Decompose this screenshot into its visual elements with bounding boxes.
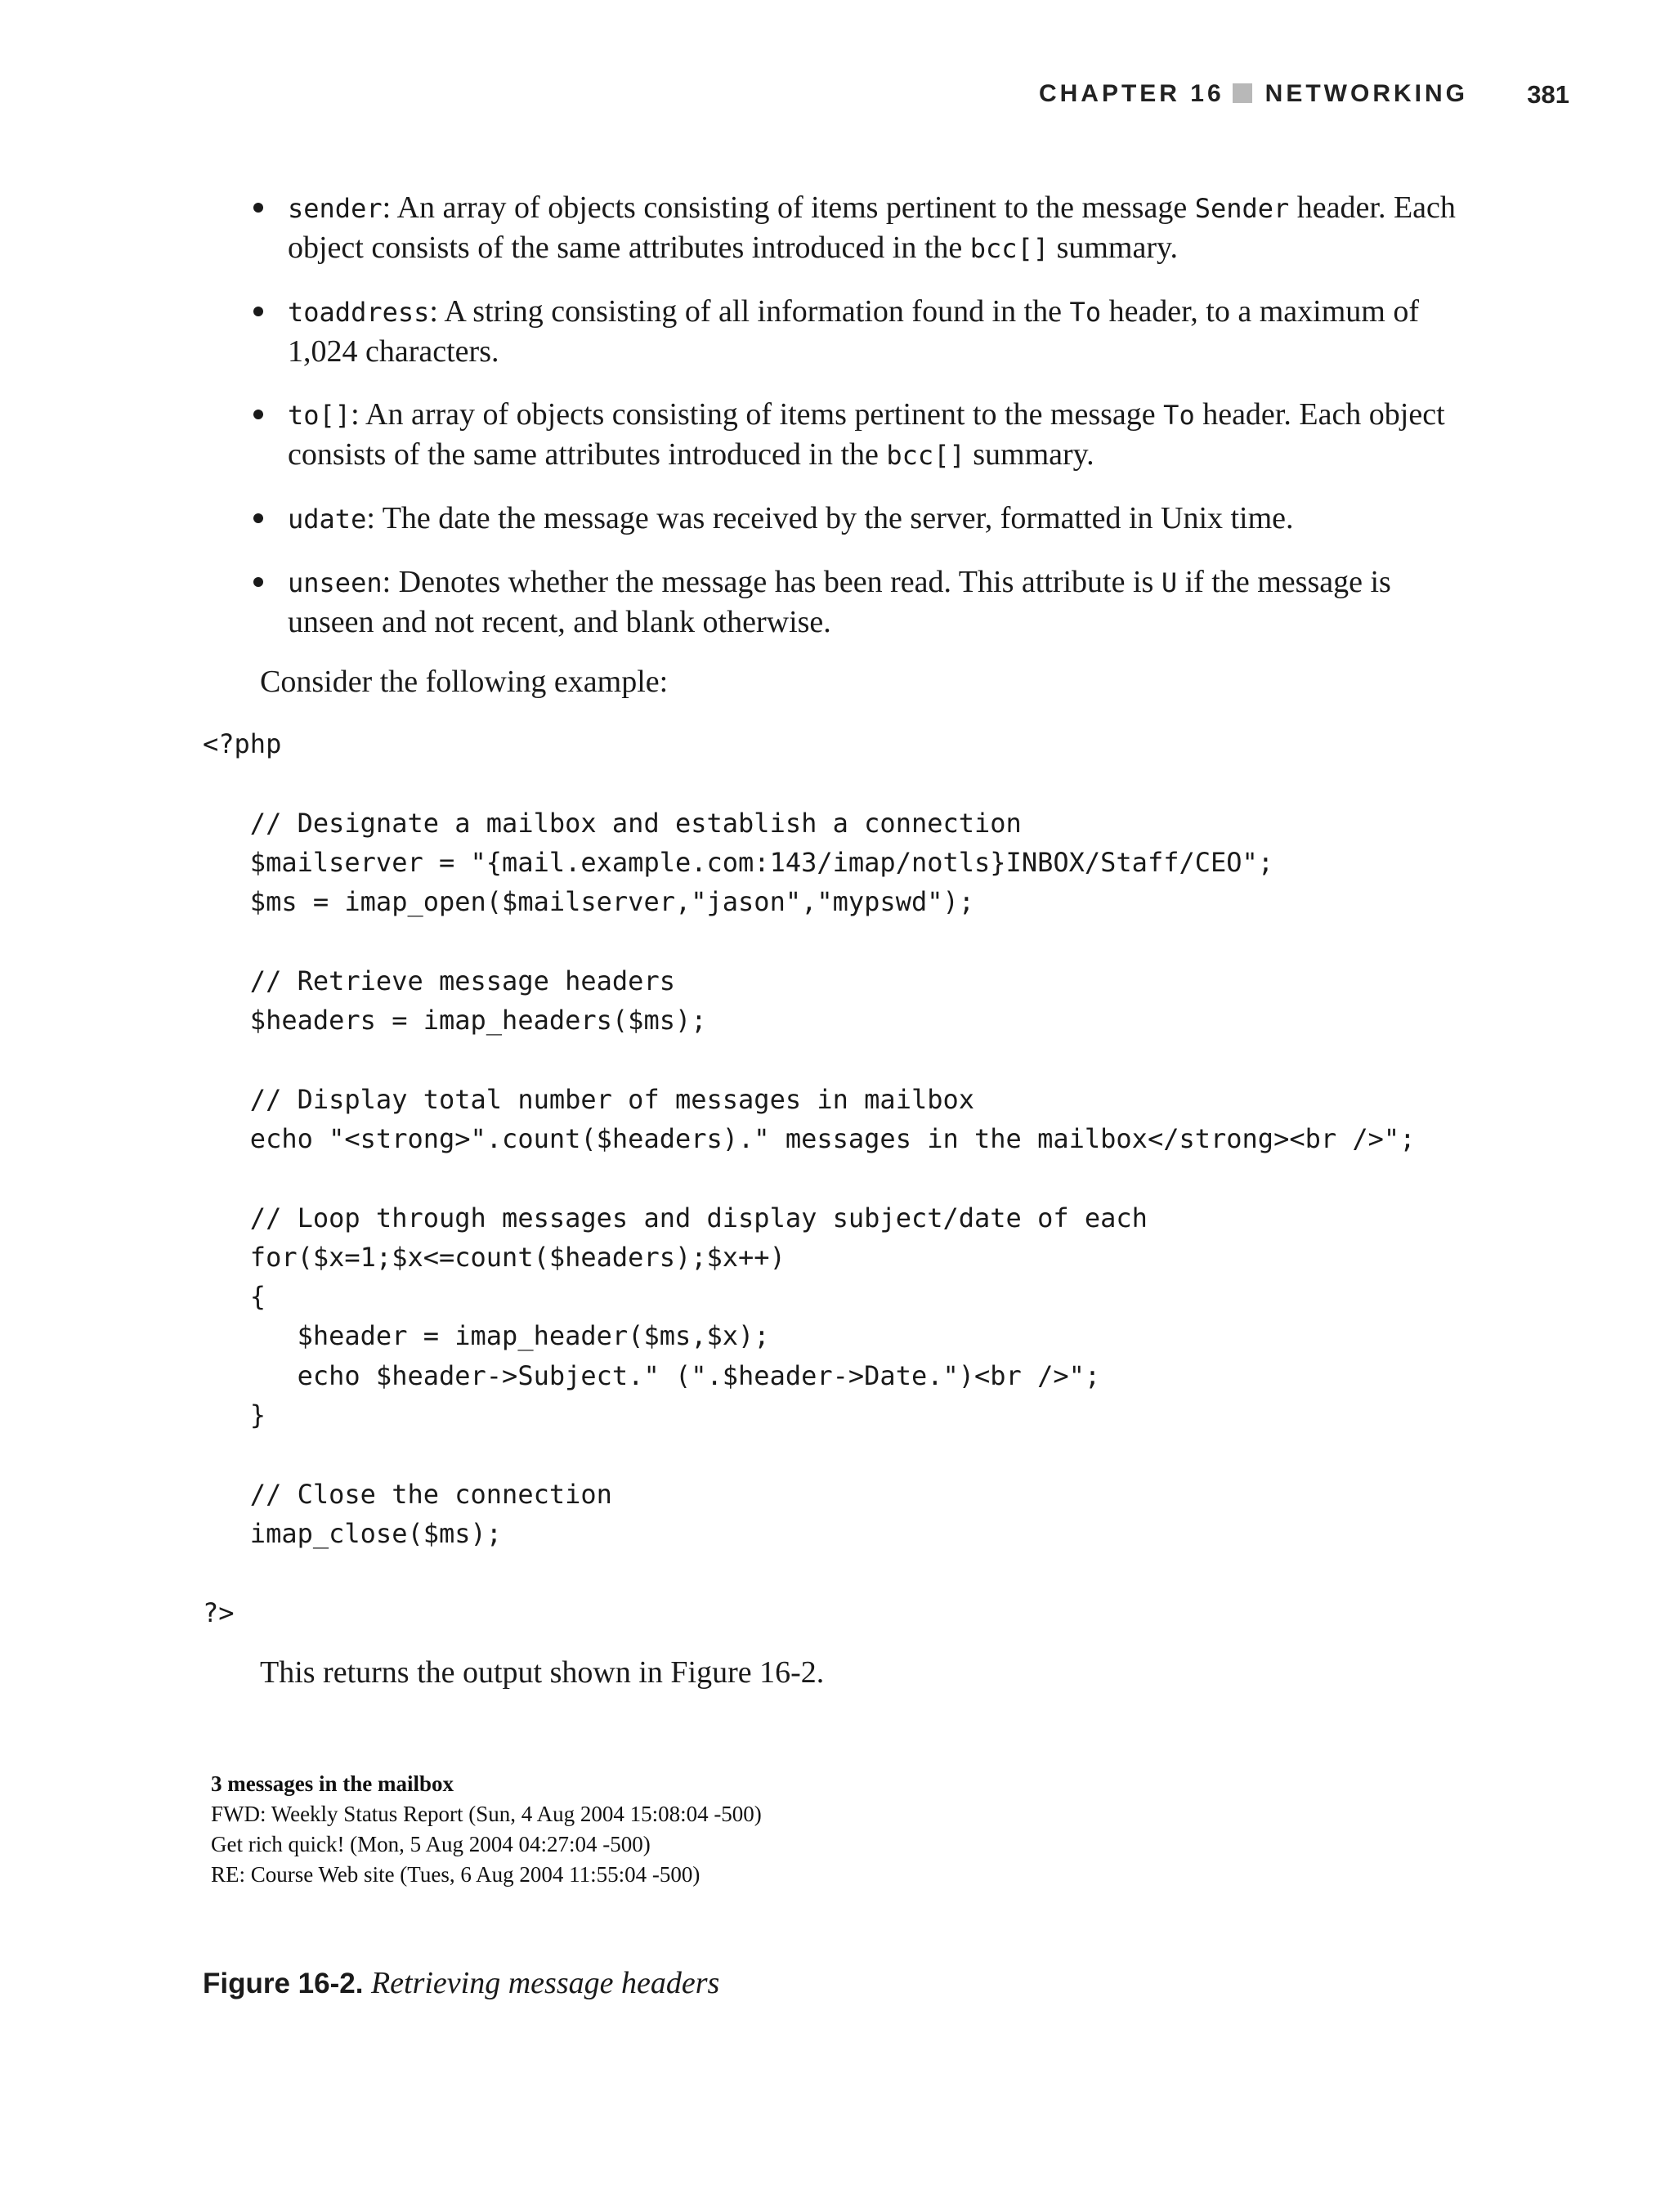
inline-code: To [1069,297,1102,328]
page-number: 381 [1527,80,1569,109]
inline-code: bcc[] [886,440,965,471]
bullet-icon [253,410,263,419]
list-item [245,188,1463,268]
bullet-icon [253,203,263,213]
description-text: : A string consisting of all information found in the [429,294,1070,329]
list-item [245,292,1463,371]
description-text: summary. [965,437,1094,472]
intro-paragraph: Consider the following example: [260,665,669,699]
chapter-label: CHAPTER 16 [1038,80,1224,107]
figure-line: Get rich quick! (Mon, 5 Aug 2004 04:27:04 -500) [211,1832,651,1856]
inline-code: To [1163,400,1195,431]
inline-code: Sender [1194,193,1290,224]
figure-heading: 3 messages in the mailbox [211,1771,454,1796]
bullet-icon [253,513,263,523]
figure-output [211,1769,865,1890]
attribute-term: to[] [288,400,351,431]
attribute-list [245,188,1463,665]
description-text: : Denotes whether the message has been read. This attribute is [382,565,1162,599]
caption-text: Retrieving message headers [370,1966,720,2000]
list-item [245,499,1463,539]
result-paragraph: This returns the output shown in Figure 16-2. [260,1655,825,1690]
attribute-term: udate [288,504,367,535]
square-separator-icon [1233,83,1252,103]
section-label: NETWORKING [1264,80,1468,107]
bullet-icon [253,577,263,587]
bullet-icon [253,307,263,316]
figure-line: FWD: Weekly Status Report (Sun, 4 Aug 2004 15:08:04 -500) [211,1802,762,1826]
code-listing: <?php // Designate a mailbox and establish a connection $mailserver = "{mail.example.com:143/imap/notls}INBOX/Staff/CEO"; $ms = imap_open($mailserver,"jason","mypswd"); // Retrieve message headers $headers = imap_headers($ms); // Display total number of messages in mailbox echo "<strong>".count($headers)." messages in the mailbox</strong><br />"; // Loop through messages and display subject/date of each for($x=1;$x<=count($headers);$x++) { $header = imap_header($ms,$x); echo $header->Subject." (".$header->Date.")<br />"; } // Close the connection imap_close($ms); ?> [203,728,1416,1628]
description-text: summary. [1049,231,1179,265]
attribute-term: unseen [288,567,383,598]
list-item [245,395,1463,475]
description-text: : An array of objects consisting of items pertinent to the message [351,397,1164,432]
inline-code: U [1161,567,1178,598]
list-item [245,562,1463,642]
description-text: header. Each object consists of the same attributes introduced in the [288,190,1456,265]
description-text: if the message is unseen and not recent, and blank otherwise. [288,565,1391,639]
attribute-term: toaddress [288,297,430,328]
description-text: : An array of objects consisting of items pertinent to the message [382,190,1195,225]
figure-line: RE: Course Web site (Tues, 6 Aug 2004 11:55:04 -500) [211,1862,700,1887]
description-text: header, to a maximum of 1,024 characters. [288,294,1419,369]
caption-label: Figure 16-2. [203,1968,364,1999]
running-head [1039,80,1468,108]
attribute-term: sender [288,193,383,224]
inline-code: bcc[] [969,233,1050,264]
running-header [0,80,1674,116]
description-text: : The date the message was received by the server, formatted in Unix time. [366,501,1294,535]
description-text: header. Each object consists of the same attributes introduced in the [288,397,1445,472]
figure-caption [203,1963,719,2004]
